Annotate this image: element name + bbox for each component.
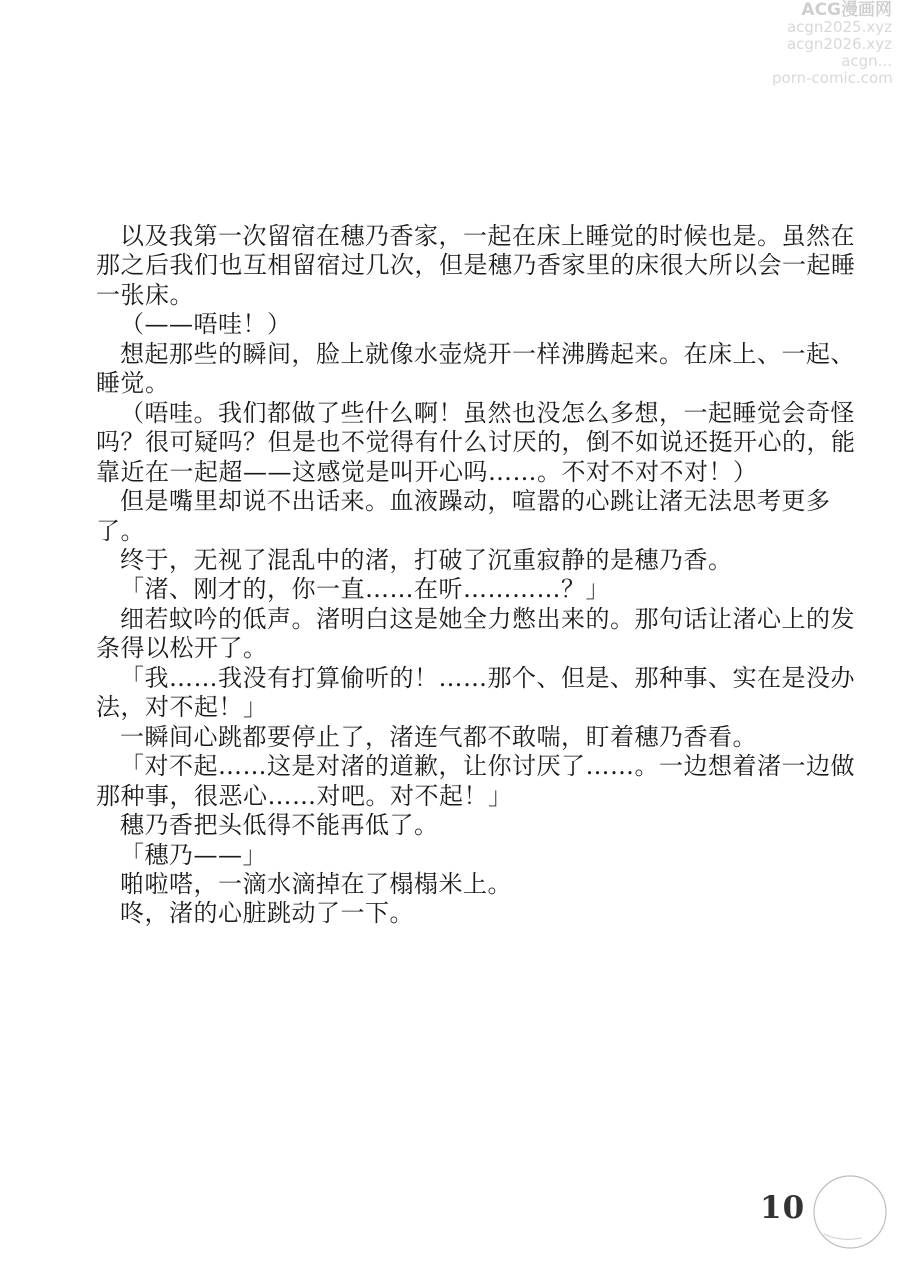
paragraph: 一瞬间心跳都要停止了，渚连气都不敢喘，盯着穗乃香看。 <box>120 722 757 751</box>
paragraph: 但是嘴里却说不出话来。血液躁动，喧嚣的心跳让渚无法思考更多了。 <box>96 487 831 545</box>
paragraph: 「对不起……这是对渚的道歉，让你讨厌了……。一边想着渚一边做那种事，很恶心……对吧。对不起！」 <box>96 752 855 810</box>
watermark-brand: ACG漫画网 <box>801 0 892 20</box>
page-number: 10 <box>760 1190 806 1226</box>
paragraph: 「穗乃——」 <box>120 840 267 869</box>
page-number-circle-ornament <box>810 1172 890 1252</box>
paragraph: 咚，渚的心脏跳动了一下。 <box>120 899 414 928</box>
watermark-line: porn-comic.com <box>772 69 893 87</box>
body-text <box>96 222 876 929</box>
paragraph: 想起那些的瞬间，脸上就像水壶烧开一样沸腾起来。在床上、一起、睡觉。 <box>96 339 855 398</box>
watermark <box>772 2 892 87</box>
paragraph: 细若蚊吟的低声。渚明白这是她全力憋出来的。那句话让渚心上的发条得以松开了。 <box>96 604 855 663</box>
watermark-line: acgn2026.xyz <box>786 35 892 53</box>
paragraph: 以及我第一次留宿在穗乃香家，一起在床上睡觉的时候也是。虽然在那之后我们也互相留宿过几次，但是穗乃香家里的床很大所以会一起睡一张床。 <box>96 222 856 309</box>
paragraph: （唔哇。我们都做了些什么啊！虽然也没怎么多想，一起睡觉会奇怪吗？很可疑吗？但是也不觉得有什么讨厌的，倒不如说还挺开心的，能靠近在一起超——这感觉是叫开心吗……。不对不对不对！） <box>96 398 856 486</box>
watermark-line: acgn2025.xyz <box>786 18 892 36</box>
paragraph: 「我……我没有打算偷听的！……那个、但是、那种事、实在是没办法，对不起！」 <box>96 663 855 722</box>
paragraph: 终于，无视了混乱中的渚，打破了沉重寂静的是穗乃香。 <box>120 545 733 574</box>
watermark-line: acgn... <box>841 52 892 70</box>
paragraph: 「渚、刚才的，你一直……在听…………？」 <box>120 575 610 604</box>
paragraph: （——唔哇！） <box>120 310 292 339</box>
paragraph: 啪啦嗒，一滴水滴掉在了榻榻米上。 <box>120 869 512 898</box>
paragraph: 穗乃香把头低得不能再低了。 <box>120 811 439 840</box>
